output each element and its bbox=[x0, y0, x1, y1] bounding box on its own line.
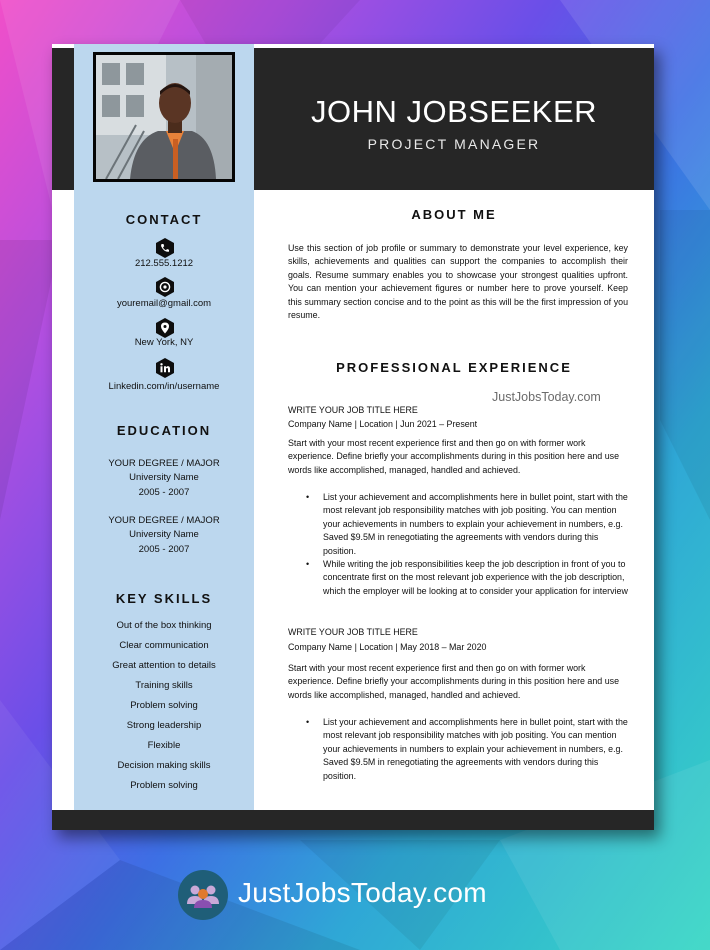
skill-item: Decision making skills bbox=[117, 760, 211, 771]
people-group-icon bbox=[178, 870, 228, 920]
contact-heading: CONTACT bbox=[125, 212, 203, 227]
job-summary: Start with your most recent experience first and then go on with former work experience. Define briefly your accomplishments during in this position here and use words like accomplished, managed, handled and achieved. bbox=[288, 663, 620, 700]
job-bullet: • List your achievement and accomplishments here in bullet point, start with the most relevant job responsibility matches with job positing. You can mention your achievements in numbers to explain your achievement in numbers, e.g. Saved $9.5M in renegotiating the agreements with vendors during this position. bbox=[288, 716, 632, 783]
education-university: University Name bbox=[129, 529, 199, 540]
job-meta: Company Name | Location | Jun 2021 – Present bbox=[288, 419, 478, 429]
linkedin-icon bbox=[155, 358, 175, 378]
skills-heading: KEY SKILLS bbox=[115, 591, 213, 606]
skill-item: Out of the box thinking bbox=[116, 620, 212, 631]
job-meta: Company Name | Location | May 2018 – Mar 2020 bbox=[288, 642, 487, 652]
contact-email: youremail@gmail.com bbox=[116, 298, 212, 309]
job-bullet: • List your achievement and accomplishments here in bullet point, start with the most relevant job responsibility matches with job positing. You can mention your achievements in numbers to explain your achievement in numbers, e.g. Saved $9.5M in renegotiating the agreements with vendors during this position. bbox=[288, 491, 632, 558]
job-title: WRITE YOUR JOB TITLE HERE bbox=[288, 627, 418, 637]
skill-item: Problem solving bbox=[130, 780, 198, 791]
job-bullet: • While writing the job responsibilities keep the job description in front of you to concentrate first on the most relevant job experience with the job description, which the employer will be looking at to consider your application for interview bbox=[288, 558, 632, 598]
resume-page bbox=[52, 44, 654, 830]
skill-item: Clear communication bbox=[119, 640, 209, 651]
experience-heading: PROFESSIONAL EXPERIENCE bbox=[336, 360, 572, 375]
location-pin-icon bbox=[155, 318, 175, 338]
skill-item: Problem solving bbox=[130, 700, 198, 711]
job-bullets bbox=[288, 716, 632, 783]
education-university: University Name bbox=[129, 472, 199, 483]
contact-phone: 212.555.1212 bbox=[134, 258, 194, 269]
education-degree: YOUR DEGREE / MAJOR bbox=[108, 515, 220, 526]
about-text: Use this section of job profile or summary to demonstrate your level experience, key skills, achievements and qualities can support the companies to accomplish their goals. Resume summary enables you to showcase your strongest qualities upfront. You can mention your achievement figures or number here to prove yourself. Keep this summary section concise and to the point as this will be the first impression of you resume. bbox=[288, 243, 628, 321]
footer-site-name: JustJobsToday.com bbox=[238, 877, 487, 908]
email-icon bbox=[155, 277, 175, 297]
phone-icon bbox=[155, 238, 175, 258]
job-summary: Start with your most recent experience first and then go on with former work experience. Define briefly your accomplishments during in this position here and use words like accomplished, managed, handled and achieved. bbox=[288, 438, 620, 475]
skill-item: Strong leadership bbox=[126, 720, 202, 731]
contact-linkedin: Linkedin.com/in/username bbox=[108, 381, 220, 392]
contact-location: New York, NY bbox=[134, 337, 194, 348]
education-years: 2005 - 2007 bbox=[138, 544, 190, 555]
resume-job-title: PROJECT MANAGER bbox=[367, 136, 541, 152]
skill-item: Flexible bbox=[147, 740, 181, 751]
job-bullets bbox=[288, 491, 632, 598]
watermark-text: JustJobsToday.com bbox=[492, 390, 601, 404]
footer-band bbox=[52, 810, 654, 830]
education-years: 2005 - 2007 bbox=[138, 487, 190, 498]
about-heading: ABOUT ME bbox=[411, 207, 497, 222]
resume-name: JOHN JOBSEEKER bbox=[310, 94, 598, 129]
skill-item: Training skills bbox=[135, 680, 193, 691]
education-heading: EDUCATION bbox=[116, 423, 212, 438]
job-title: WRITE YOUR JOB TITLE HERE bbox=[288, 405, 418, 415]
profile-photo bbox=[93, 52, 235, 182]
skill-item: Great attention to details bbox=[112, 660, 216, 671]
education-degree: YOUR DEGREE / MAJOR bbox=[108, 458, 220, 469]
